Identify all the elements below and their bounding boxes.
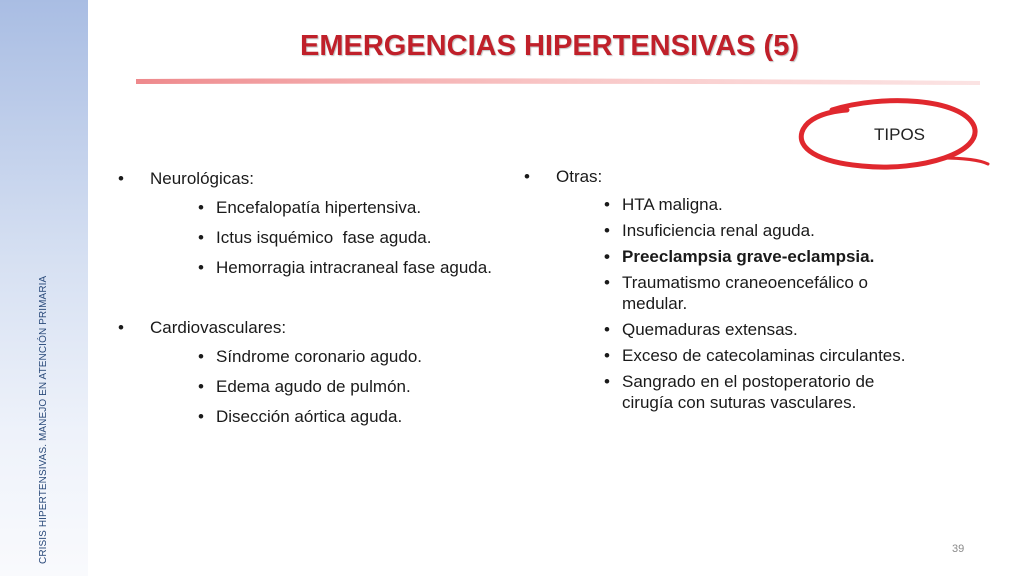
bullet: • bbox=[604, 247, 610, 266]
bullet: • bbox=[198, 407, 204, 426]
bullet: • bbox=[118, 169, 124, 188]
list-item bbox=[118, 168, 548, 189]
list-item-text: Hemorragia intracraneal fase aguda. bbox=[216, 258, 492, 277]
list-item bbox=[524, 194, 924, 215]
bullet: • bbox=[198, 347, 204, 366]
list-item-text: Disección aórtica aguda. bbox=[216, 407, 403, 426]
list-item-text: Quemaduras extensas. bbox=[622, 320, 798, 339]
sidebar-band bbox=[0, 0, 88, 576]
list-item bbox=[524, 319, 924, 340]
title-underline bbox=[134, 75, 982, 87]
bullet: • bbox=[604, 346, 610, 365]
list-item-text: Insuficiencia renal aguda. bbox=[622, 221, 815, 240]
bullet: • bbox=[118, 318, 124, 337]
list-item bbox=[524, 272, 924, 314]
sidebar-vertical-text: CRISIS HIPERTENSIVAS. MANEJO EN ATENCIÓN PRIMARIA bbox=[38, 275, 49, 564]
list-item bbox=[524, 166, 924, 187]
list-item bbox=[118, 197, 548, 218]
tipos-label: TIPOS bbox=[874, 125, 926, 144]
bullet: • bbox=[198, 228, 204, 247]
bullet: • bbox=[604, 372, 610, 391]
bullet: • bbox=[604, 221, 610, 240]
list-item-text: Síndrome coronario agudo. bbox=[216, 347, 423, 366]
right-column bbox=[524, 166, 924, 418]
list-item bbox=[118, 376, 548, 397]
bullet: • bbox=[604, 320, 610, 339]
page-number: 39 bbox=[952, 543, 965, 555]
left-column bbox=[118, 168, 548, 436]
list-item-text: Preeclampsia grave-eclampsia. bbox=[622, 247, 875, 266]
list-spacer bbox=[118, 287, 548, 317]
list-item bbox=[118, 406, 548, 427]
list-item-text: Ictus isquémico fase aguda. bbox=[216, 228, 432, 247]
bullet: • bbox=[198, 258, 204, 277]
group-label-neurologicas: Neurológicas: bbox=[150, 169, 254, 188]
list-item bbox=[524, 371, 924, 413]
list-item-text: Edema agudo de pulmón. bbox=[216, 377, 411, 396]
list-item bbox=[118, 317, 548, 338]
list-item-highlighted bbox=[524, 246, 924, 267]
bullet: • bbox=[604, 195, 610, 214]
list-item bbox=[524, 220, 924, 241]
list-item-text: HTA maligna. bbox=[622, 195, 723, 214]
page-title: EMERGENCIAS HIPERTENSIVAS (5) bbox=[300, 30, 799, 62]
list-item bbox=[524, 345, 924, 366]
bullet: • bbox=[198, 377, 204, 396]
group-label-cardiovasculares: Cardiovasculares: bbox=[150, 318, 287, 337]
list-item-text: Traumatismo craneoencefálico o medular. bbox=[622, 273, 868, 313]
group-label-otras: Otras: bbox=[556, 167, 603, 186]
bullet: • bbox=[524, 167, 530, 186]
list-item-text: Exceso de catecolaminas circulantes. bbox=[622, 346, 906, 365]
list-item-text: Sangrado en el postoperatorio de cirugía con suturas vasculares. bbox=[622, 372, 875, 412]
list-item bbox=[118, 227, 548, 248]
list-item bbox=[118, 257, 548, 278]
bullet: • bbox=[198, 198, 204, 217]
list-item-text: Encefalopatía hipertensiva. bbox=[216, 198, 422, 217]
bullet: • bbox=[604, 273, 610, 292]
list-item bbox=[118, 346, 548, 367]
